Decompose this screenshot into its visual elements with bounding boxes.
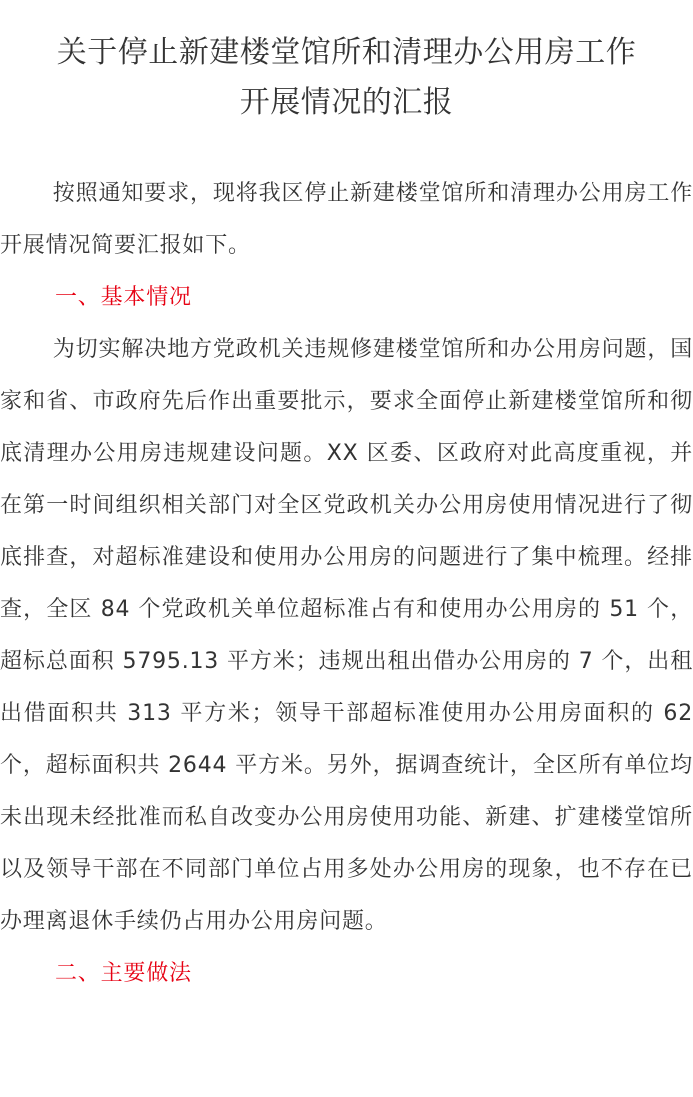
intro-paragraph: 按照通知要求，现将我区停止新建楼堂馆所和清理办公用房工作开展情况简要汇报如下。	[0, 181, 693, 258]
document-title	[0, 0, 693, 128]
section-heading-basic-situation: 一、基本情况	[55, 285, 192, 310]
title-line-2: 开展情况的汇报	[239, 85, 454, 120]
document-body	[0, 168, 693, 1000]
section-heading-main-practices: 二、主要做法	[55, 961, 192, 986]
title-line-1: 关于停止新建楼堂馆所和清理办公用房工作	[56, 35, 637, 70]
section-1-paragraph: 为切实解决地方党政机关违规修建楼堂馆所和办公用房问题，国家和省、市政府先后作出重要批示，要求全面停止新建楼堂馆所和彻底清理办公用房违规建设问题。XX 区委、区政府对此高度重视，并在第一时间组织相关部门对全区党政机关办公用房使用情况进行了彻底排查，对超标准建设和使用办公用房的问题进行了集中梳理。经排查，全区 84 个党政机关单位超标准占有和使用办公用房的 51 个，超标总面积 5795.13 平方米；违规出租出借办公用房的 7 个，出租出借面积共 313 平方米；领导干部超标准使用办公用房面积的 62 个，超标面积共 2644 平方米。另外，据调查统计，全区所有单位均未出现未经批准而私自改变办公用房使用功能、新建、扩建楼堂馆所以及领导干部在不同部门单位占用多处办公用房的现象，也不存在已办理离退休手续仍占用办公用房问题。	[0, 337, 693, 934]
